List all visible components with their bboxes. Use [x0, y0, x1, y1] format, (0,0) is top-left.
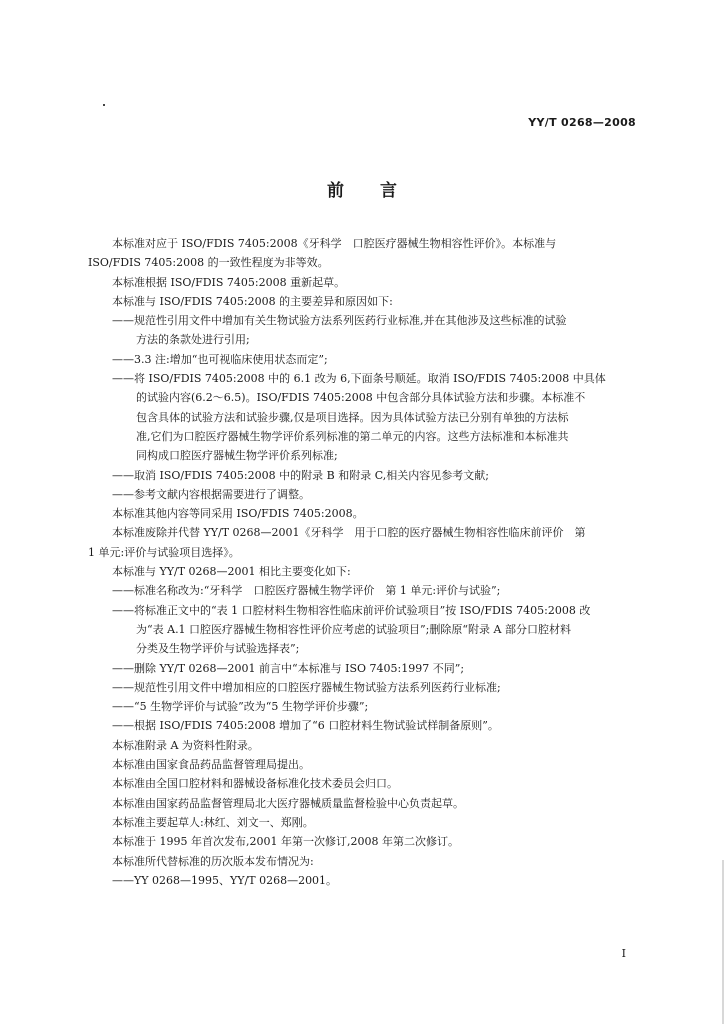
- text-line: 本标准根据 ISO/FDIS 7405:2008 重新起草。: [112, 275, 346, 289]
- text-line: ——3.3 注:增加“也可视临床使用状态而定”;: [112, 352, 328, 366]
- text-line: ——参考文献内容根据需要进行了调整。: [112, 487, 310, 501]
- text-line: ISO/FDIS 7405:2008 的一致性程度为非等效。: [88, 256, 329, 270]
- text-line: 本标准由全国口腔材料和器械设备标准化技术委员会归口。: [112, 777, 398, 791]
- text-line: 的试验内容(6.2～6.5)。ISO/FDIS 7405:2008 中包含部分具体试验方法和步骤。本标准不: [136, 391, 586, 405]
- text-line: ——YY 0268—1995、YY/T 0268—2001。: [112, 873, 338, 887]
- text-line: 本标准附录 A 为资料性附录。: [112, 738, 259, 752]
- text-line: 准,它们为口腔医疗器械生物学评价系列标准的第二单元的内容。这些方法标准和本标准共: [136, 429, 569, 443]
- text-line: 本标准废除并代替 YY/T 0268—2001《牙科学 用于口腔的医疗器械生物相容性临床前评价 第: [112, 526, 586, 540]
- text-line: 本标准由国家药品监督管理局北大医疗器械质量监督检验中心负责起草。: [112, 796, 464, 810]
- text-line: ——规范性引用文件中增加有关生物试验方法系列医药行业标准,并在其他涉及这些标准的试验: [112, 314, 567, 328]
- scan-speck: [103, 104, 105, 106]
- text-line: 为“表 A.1 口腔医疗器械生物相容性评价应考虑的试验项目”;删除原“附录 A 部分口腔材料: [136, 622, 571, 636]
- text-line: 本标准其他内容等同采用 ISO/FDIS 7405:2008。: [112, 507, 364, 521]
- text-line: 包含具体的试验方法和试验步骤,仅是项目选择。因为具体试验方法已分别有单独的方法标: [136, 410, 569, 424]
- text-line: ——根据 ISO/FDIS 7405:2008 增加了“6 口腔材料生物试验试样制备原则”。: [112, 719, 499, 733]
- title-char: 前: [327, 181, 344, 201]
- text-line: 同构成口腔医疗器械生物学评价系列标准;: [136, 449, 338, 463]
- text-line: 本标准主要起草人:林红、刘文一、郑刚。: [112, 815, 314, 829]
- text-line: 本标准与 ISO/FDIS 7405:2008 的主要差异和原因如下:: [112, 294, 393, 308]
- text-line: ——“5 生物学评价与试验”改为“5 生物学评价步骤”;: [112, 700, 369, 714]
- text-line: ——取消 ISO/FDIS 7405:2008 中的附录 B 和附录 C,相关内容见参考文献;: [112, 468, 489, 482]
- page-number: I: [621, 947, 626, 960]
- standard-code: YY/T 0268—2008: [528, 116, 636, 129]
- text-line: ——将 ISO/FDIS 7405:2008 中的 6.1 改为 6,下面条号顺延。取消 ISO/FDIS 7405:2008 中具体: [112, 372, 606, 386]
- text-line: ——标准名称改为:“牙科学 口腔医疗器械生物学评价 第 1 单元:评价与试验”;: [112, 584, 501, 598]
- page-title: [0, 176, 724, 201]
- title-char: 言: [380, 181, 397, 201]
- text-line: 1 单元:评价与试验项目选择》。: [88, 545, 240, 559]
- text-line: ——规范性引用文件中增加相应的口腔医疗器械生物试验方法系列医药行业标准;: [112, 680, 501, 694]
- text-line: 方法的条款处进行引用;: [136, 333, 250, 347]
- text-line: ——将标准正文中的“表 1 口腔材料生物相容性临床前评价试验项目”按 ISO/FDIS 7405:2008 改: [112, 603, 591, 617]
- text-line: 本标准由国家食品药品监督管理局提出。: [112, 758, 310, 772]
- foreword-body: [88, 234, 636, 890]
- text-line: 本标准所代替标准的历次版本发布情况为:: [112, 854, 314, 868]
- text-line: 本标准于 1995 年首次发布,2001 年第一次修订,2008 年第二次修订。: [112, 835, 459, 849]
- text-line: 分类及生物学评价与试验选择表”;: [136, 642, 300, 656]
- text-line: ——删除 YY/T 0268—2001 前言中“本标准与 ISO 7405:1997 不同”;: [112, 661, 465, 675]
- text-line: 本标准与 YY/T 0268—2001 相比主要变化如下:: [112, 565, 351, 579]
- text-line: 本标准对应于 ISO/FDIS 7405:2008《牙科学 口腔医疗器械生物相容性评价》。本标准与: [112, 237, 557, 250]
